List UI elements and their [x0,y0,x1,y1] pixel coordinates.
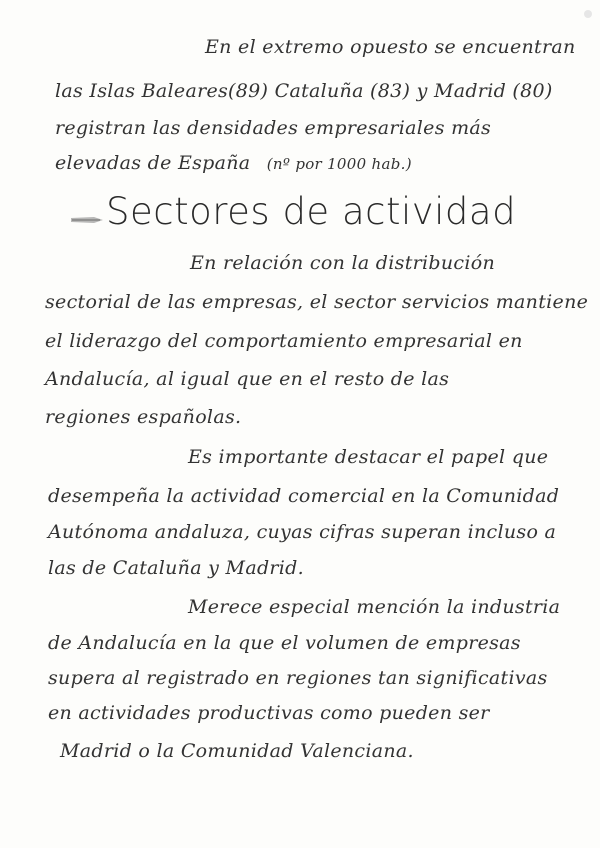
paragraph4-line5: Madrid o la Comunidad Valenciana. [60,740,414,762]
paragraph4-line4: en actividades productivas como pueden ser [48,702,490,724]
paragraph1-line1: En el extremo opuesto se encuentran [205,36,576,58]
paragraph4-line1: Merece especial mención la industria [188,596,561,618]
paragraph1-line4-text: elevadas de España [55,152,251,174]
paragraph2-line5: regiones españolas. [45,406,242,428]
paragraph3-line2: desempeña la actividad comercial en la Comunidad [48,485,560,507]
paragraph2-line3: el liderazgo del comportamiento empresarial en [45,330,523,352]
paragraph2-line2: sectorial de las empresas, el sector servicios mantiene [45,291,589,313]
paragraph1-line3: registran las densidades empresariales más [55,117,492,139]
paragraph1-line4 [55,152,412,174]
heading-bullet-icon [70,214,104,226]
paper-speck [584,10,592,18]
section-heading: Sectores de actividad [106,190,517,233]
paragraph3-line3: Autónoma andaluza, cuyas cifras superan incluso a [48,521,557,543]
paragraph4-line2: de Andalucía en la que el volumen de empresas [48,632,521,654]
paragraph3-line4: las de Cataluña y Madrid. [48,557,304,579]
paragraph1-line2: las Islas Baleares(89) Cataluña (83) y Madrid (80) [55,80,553,102]
paragraph1-line4-note: (nº por 1000 hab.) [266,155,412,173]
paragraph2-line4: Andalucía, al igual que en el resto de las [45,368,450,390]
paragraph3-line1: Es importante destacar el papel que [188,446,549,468]
paragraph4-line3: supera al registrado en regiones tan significativas [48,667,548,689]
paragraph2-line1: En relación con la distribución [190,252,495,274]
